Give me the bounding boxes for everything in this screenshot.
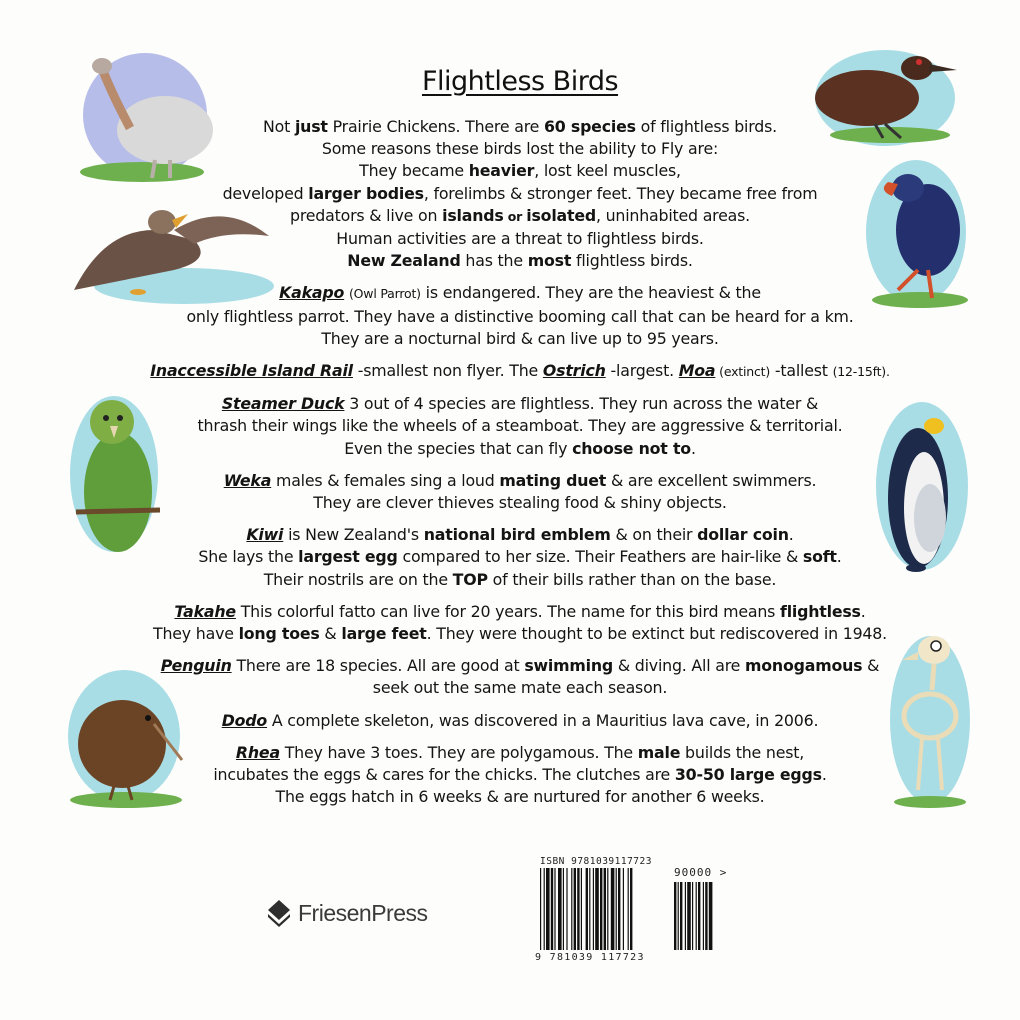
barcode-bar (571, 868, 572, 950)
weka-paragraph: Weka males & females sing a loud mating duet & are excellent swimmers. (223, 470, 817, 490)
barcode-bar (680, 882, 682, 950)
kiwi-paragraph: Kiwi is New Zealand's national bird emblem & on their dollar coin. (246, 525, 794, 545)
takahe-paragraph: Takahe This colorful fatto can live for 20 years. The name for this bird means flightless. (174, 601, 866, 621)
barcode-bar (546, 868, 550, 950)
barcode-bar (623, 868, 624, 950)
barcode-bar (574, 868, 576, 950)
records-line: Inaccessible Island Rail -smallest non flyer. The Ostrich -largest. Moa (extinct) -tallest (12-15ft). (150, 361, 890, 381)
steamer-line: Even the species that can fly choose not to. (344, 438, 696, 458)
penguin-line: seek out the same mate each season. (372, 678, 668, 698)
intro-line: developed larger bodies, forelimbs & stronger feet. They became free from (222, 183, 818, 203)
kakapo-line: only flightless parrot. They have a distinctive booming call that can be heard for a km. (186, 306, 854, 326)
barcode-bar (616, 868, 617, 950)
dodo-paragraph: Dodo A complete skeleton, was discovered in a Mauritius lava cave, in 2006. (221, 710, 819, 730)
barcode-bar (589, 868, 590, 950)
barcode-bar (586, 868, 588, 950)
barcode-digits: 9 781039 117723 (535, 952, 645, 963)
main-text (100, 116, 940, 808)
kakapo-paragraph: Kakapo (Owl Parrot) is endangered. They are the heaviest & the (279, 283, 761, 303)
weka-line: They are clever thieves stealing food & shiny objects. (313, 493, 727, 513)
barcode-bar (628, 868, 629, 950)
barcode-bar (595, 868, 599, 950)
price-code: 90000 > (674, 866, 728, 879)
barcode-bar (709, 882, 713, 950)
barcode-bar (554, 868, 555, 950)
takahe-line: They have long toes & large feet. They were thought to be extinct but rediscovered in 1948. (153, 624, 887, 644)
barcode-bar (696, 882, 697, 950)
intro-line: Some reasons these birds lost the ability to Fly are: (321, 139, 719, 159)
barcode-bar (607, 868, 608, 950)
rhea-paragraph: Rhea They have 3 toes. They are polygamous. The male builds the nest, (235, 742, 805, 762)
barcode-bar (544, 868, 545, 950)
publisher-name: FriesenPress (298, 899, 428, 926)
barcode-bar (566, 868, 567, 950)
barcode-bar (703, 882, 704, 950)
barcode-bar (551, 868, 553, 950)
kiwi-line: Their nostrils are on the TOP of their bills rather than on the base. (263, 569, 777, 589)
intro-line: They became heavier, lost keel muscles, (359, 161, 681, 181)
barcode-bar (581, 868, 582, 950)
barcode-bar (563, 868, 564, 950)
barcode (540, 868, 730, 952)
intro-line: predators & live on islands or isolated, uninhabited areas. (290, 205, 750, 225)
barcode-bar (558, 868, 562, 950)
barcode-bar (577, 868, 579, 950)
steamer-paragraph: Steamer Duck 3 out of 4 species are flightless. They run across the water & (221, 394, 819, 414)
barcode-bar (604, 868, 606, 950)
kiwi-line: She lays the largest egg compared to her size. Their Feathers are hair-like & soft. (198, 547, 842, 567)
publisher (266, 898, 427, 928)
barcode-bar (687, 882, 691, 950)
barcode-bar (678, 882, 679, 950)
steamer-line: thrash their wings like the wheels of a steamboat. They are aggressive & territorial. (197, 416, 843, 436)
rhea-line: The eggs hatch in 6 weeks & are nurtured for another 6 weeks. (275, 787, 765, 807)
penguin-paragraph: Penguin There are 18 species. All are good at swimming & diving. All are monogamous & (160, 656, 880, 676)
barcode-bar (611, 868, 615, 950)
intro-line: Human activities are a threat to flightless birds. (336, 229, 704, 249)
barcode-bar (698, 882, 700, 950)
barcode-bar (630, 868, 632, 950)
publisher-logo-icon (266, 898, 292, 928)
barcode-bar (705, 882, 707, 950)
barcode-bar (692, 882, 693, 950)
kakapo-line: They are a nocturnal bird & can live up to 95 years. (321, 328, 719, 348)
barcode-bar (618, 868, 620, 950)
barcode-bar (674, 882, 676, 950)
barcode-bar (685, 882, 686, 950)
barcode-bar (540, 868, 541, 950)
barcode-bar (600, 868, 602, 950)
isbn-label: ISBN 9781039117723 (540, 856, 652, 867)
intro-line: Not just Prairie Chickens. There are 60 species of flightless birds. (263, 117, 777, 136)
page-title: Flightless Birds (421, 66, 619, 97)
intro-line: New Zealand has the most flightless birds. (347, 251, 693, 271)
rhea-line: incubates the eggs & cares for the chicks. The clutches are 30-50 large eggs. (213, 765, 827, 785)
barcode-bar (593, 868, 594, 950)
